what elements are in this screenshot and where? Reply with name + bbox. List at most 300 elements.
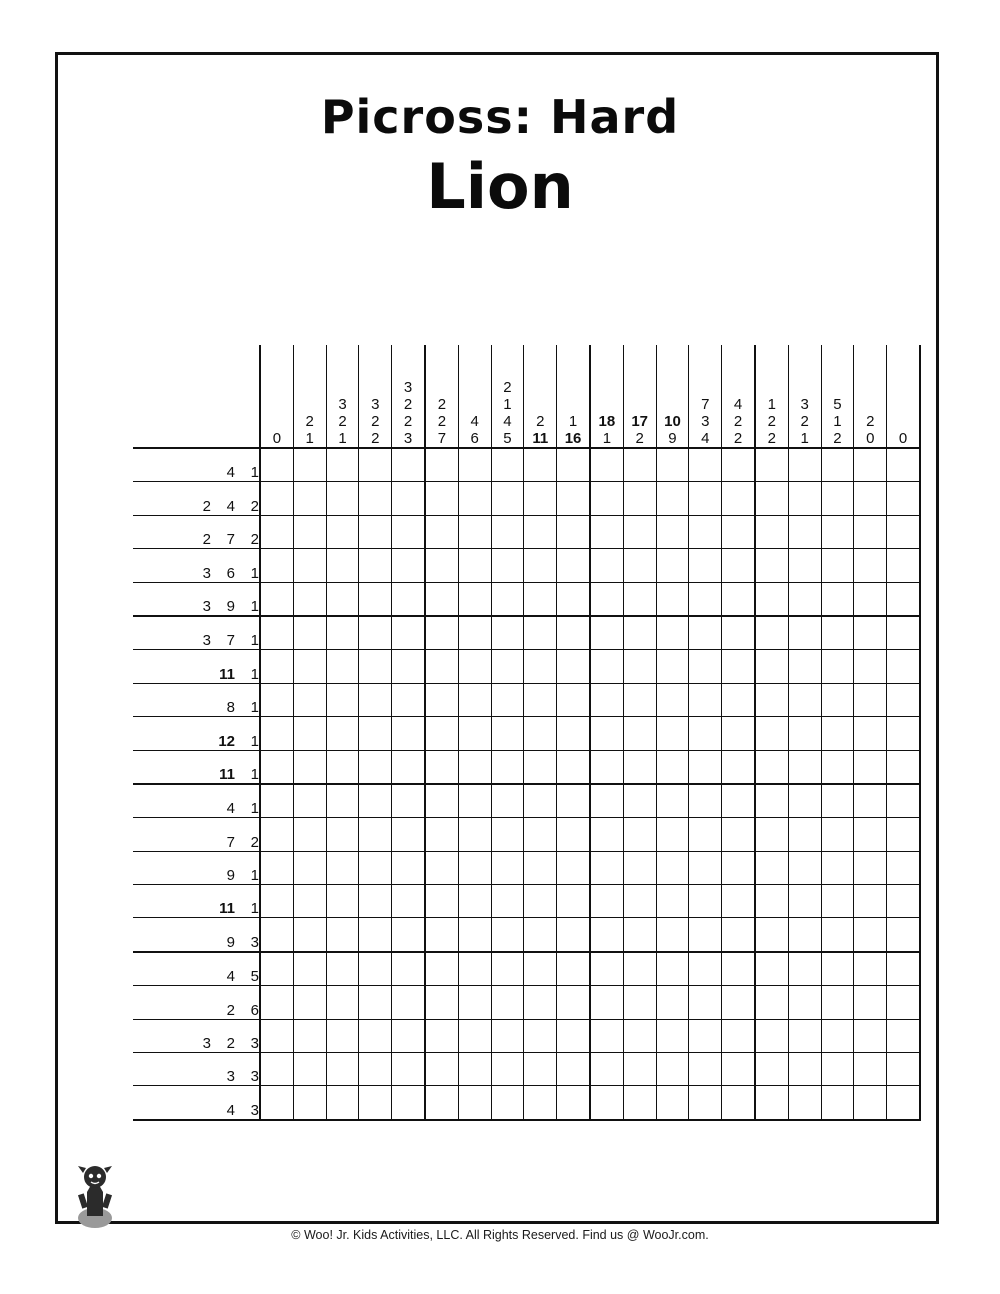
grid-cell[interactable]	[722, 918, 755, 952]
grid-cell[interactable]	[425, 918, 458, 952]
grid-cell[interactable]	[722, 986, 755, 1019]
grid-cell[interactable]	[491, 1019, 524, 1052]
grid-cell[interactable]	[557, 549, 590, 582]
grid-cell[interactable]	[656, 918, 689, 952]
grid-cell[interactable]	[425, 1053, 458, 1086]
grid-cell[interactable]	[887, 1086, 920, 1120]
grid-cell[interactable]	[788, 650, 821, 683]
grid-cell[interactable]	[491, 683, 524, 716]
grid-cell[interactable]	[392, 851, 425, 884]
grid-cell[interactable]	[689, 750, 722, 784]
grid-cell[interactable]	[293, 818, 326, 851]
grid-cell[interactable]	[392, 784, 425, 818]
grid-cell[interactable]	[359, 650, 392, 683]
grid-cell[interactable]	[722, 818, 755, 851]
grid-cell[interactable]	[326, 1053, 359, 1086]
grid-cell[interactable]	[590, 986, 623, 1019]
grid-cell[interactable]	[788, 1053, 821, 1086]
grid-cell[interactable]	[359, 616, 392, 650]
grid-cell[interactable]	[656, 683, 689, 716]
grid-cell[interactable]	[821, 750, 854, 784]
grid-cell[interactable]	[491, 1053, 524, 1086]
grid-cell[interactable]	[425, 986, 458, 1019]
grid-cell[interactable]	[359, 952, 392, 986]
grid-cell[interactable]	[359, 1019, 392, 1052]
grid-cell[interactable]	[755, 885, 788, 918]
grid-cell[interactable]	[689, 717, 722, 750]
grid-cell[interactable]	[491, 818, 524, 851]
grid-cell[interactable]	[524, 717, 557, 750]
grid-cell[interactable]	[689, 986, 722, 1019]
grid-cell[interactable]	[293, 683, 326, 716]
grid-cell[interactable]	[656, 1053, 689, 1086]
grid-cell[interactable]	[524, 750, 557, 784]
grid-cell[interactable]	[788, 851, 821, 884]
grid-cell[interactable]	[689, 650, 722, 683]
grid-cell[interactable]	[854, 683, 887, 716]
grid-cell[interactable]	[887, 549, 920, 582]
grid-cell[interactable]	[623, 784, 656, 818]
grid-cell[interactable]	[491, 549, 524, 582]
grid-cell[interactable]	[623, 1086, 656, 1120]
grid-cell[interactable]	[491, 784, 524, 818]
grid-cell[interactable]	[689, 482, 722, 515]
grid-cell[interactable]	[359, 482, 392, 515]
grid-cell[interactable]	[590, 717, 623, 750]
grid-cell[interactable]	[458, 549, 491, 582]
grid-cell[interactable]	[656, 549, 689, 582]
grid-cell[interactable]	[656, 582, 689, 616]
grid-cell[interactable]	[293, 750, 326, 784]
grid-cell[interactable]	[326, 885, 359, 918]
grid-cell[interactable]	[359, 851, 392, 884]
grid-cell[interactable]	[359, 784, 392, 818]
grid-cell[interactable]	[392, 717, 425, 750]
grid-cell[interactable]	[689, 616, 722, 650]
grid-cell[interactable]	[326, 448, 359, 482]
grid-cell[interactable]	[755, 818, 788, 851]
grid-cell[interactable]	[623, 683, 656, 716]
grid-cell[interactable]	[656, 986, 689, 1019]
grid-cell[interactable]	[557, 683, 590, 716]
grid-cell[interactable]	[392, 750, 425, 784]
grid-cell[interactable]	[491, 616, 524, 650]
grid-cell[interactable]	[458, 750, 491, 784]
grid-cell[interactable]	[755, 650, 788, 683]
grid-cell[interactable]	[557, 582, 590, 616]
grid-cell[interactable]	[260, 784, 293, 818]
grid-cell[interactable]	[788, 549, 821, 582]
grid-cell[interactable]	[722, 885, 755, 918]
grid-cell[interactable]	[326, 515, 359, 548]
grid-cell[interactable]	[656, 750, 689, 784]
grid-cell[interactable]	[425, 717, 458, 750]
grid-cell[interactable]	[557, 482, 590, 515]
grid-cell[interactable]	[755, 582, 788, 616]
grid-cell[interactable]	[458, 717, 491, 750]
grid-cell[interactable]	[260, 582, 293, 616]
grid-cell[interactable]	[689, 683, 722, 716]
grid-cell[interactable]	[260, 750, 293, 784]
grid-cell[interactable]	[623, 650, 656, 683]
grid-cell[interactable]	[425, 750, 458, 784]
grid-cell[interactable]	[755, 515, 788, 548]
grid-cell[interactable]	[392, 616, 425, 650]
grid-cell[interactable]	[425, 482, 458, 515]
grid-cell[interactable]	[854, 1019, 887, 1052]
grid-cell[interactable]	[821, 582, 854, 616]
grid-cell[interactable]	[590, 616, 623, 650]
grid-cell[interactable]	[722, 448, 755, 482]
grid-cell[interactable]	[623, 1019, 656, 1052]
grid-cell[interactable]	[656, 1019, 689, 1052]
grid-cell[interactable]	[590, 885, 623, 918]
grid-cell[interactable]	[392, 448, 425, 482]
grid-cell[interactable]	[854, 1053, 887, 1086]
grid-cell[interactable]	[755, 1019, 788, 1052]
grid-cell[interactable]	[821, 549, 854, 582]
grid-cell[interactable]	[755, 986, 788, 1019]
grid-cell[interactable]	[392, 1086, 425, 1120]
grid-cell[interactable]	[260, 1086, 293, 1120]
grid-cell[interactable]	[524, 818, 557, 851]
grid-cell[interactable]	[623, 582, 656, 616]
grid-cell[interactable]	[755, 683, 788, 716]
grid-cell[interactable]	[524, 515, 557, 548]
grid-cell[interactable]	[689, 582, 722, 616]
grid-cell[interactable]	[326, 683, 359, 716]
grid-cell[interactable]	[557, 784, 590, 818]
grid-cell[interactable]	[722, 717, 755, 750]
grid-cell[interactable]	[788, 1019, 821, 1052]
grid-cell[interactable]	[260, 650, 293, 683]
grid-cell[interactable]	[755, 750, 788, 784]
grid-cell[interactable]	[623, 952, 656, 986]
grid-cell[interactable]	[260, 482, 293, 515]
grid-cell[interactable]	[491, 1086, 524, 1120]
grid-cell[interactable]	[590, 918, 623, 952]
grid-cell[interactable]	[656, 851, 689, 884]
grid-cell[interactable]	[260, 986, 293, 1019]
grid-cell[interactable]	[854, 482, 887, 515]
grid-cell[interactable]	[590, 1019, 623, 1052]
grid-cell[interactable]	[491, 851, 524, 884]
grid-cell[interactable]	[887, 616, 920, 650]
grid-cell[interactable]	[887, 650, 920, 683]
grid-cell[interactable]	[458, 482, 491, 515]
grid-cell[interactable]	[293, 1019, 326, 1052]
grid-cell[interactable]	[425, 952, 458, 986]
grid-cell[interactable]	[458, 683, 491, 716]
grid-cell[interactable]	[887, 818, 920, 851]
grid-cell[interactable]	[326, 851, 359, 884]
grid-cell[interactable]	[689, 1019, 722, 1052]
grid-cell[interactable]	[293, 549, 326, 582]
grid-cell[interactable]	[821, 1019, 854, 1052]
grid-cell[interactable]	[359, 582, 392, 616]
grid-cell[interactable]	[689, 549, 722, 582]
grid-cell[interactable]	[821, 784, 854, 818]
grid-cell[interactable]	[689, 851, 722, 884]
grid-cell[interactable]	[293, 515, 326, 548]
grid-cell[interactable]	[524, 650, 557, 683]
grid-cell[interactable]	[524, 448, 557, 482]
grid-cell[interactable]	[656, 482, 689, 515]
grid-cell[interactable]	[557, 818, 590, 851]
grid-cell[interactable]	[623, 448, 656, 482]
grid-cell[interactable]	[557, 717, 590, 750]
grid-cell[interactable]	[590, 448, 623, 482]
grid-cell[interactable]	[689, 784, 722, 818]
grid-cell[interactable]	[392, 549, 425, 582]
grid-cell[interactable]	[392, 515, 425, 548]
grid-cell[interactable]	[458, 1019, 491, 1052]
grid-cell[interactable]	[260, 885, 293, 918]
grid-cell[interactable]	[260, 683, 293, 716]
grid-cell[interactable]	[425, 818, 458, 851]
grid-cell[interactable]	[854, 851, 887, 884]
grid-cell[interactable]	[788, 986, 821, 1019]
grid-cell[interactable]	[821, 683, 854, 716]
grid-cell[interactable]	[524, 683, 557, 716]
grid-cell[interactable]	[392, 986, 425, 1019]
grid-cell[interactable]	[524, 1053, 557, 1086]
grid-cell[interactable]	[359, 986, 392, 1019]
grid-cell[interactable]	[854, 616, 887, 650]
grid-cell[interactable]	[821, 952, 854, 986]
grid-cell[interactable]	[854, 952, 887, 986]
grid-cell[interactable]	[260, 448, 293, 482]
grid-cell[interactable]	[755, 717, 788, 750]
grid-cell[interactable]	[656, 650, 689, 683]
grid-cell[interactable]	[425, 582, 458, 616]
grid-cell[interactable]	[557, 885, 590, 918]
grid-cell[interactable]	[788, 616, 821, 650]
grid-cell[interactable]	[854, 549, 887, 582]
grid-cell[interactable]	[491, 986, 524, 1019]
grid-cell[interactable]	[458, 582, 491, 616]
grid-cell[interactable]	[854, 986, 887, 1019]
grid-cell[interactable]	[821, 818, 854, 851]
grid-cell[interactable]	[755, 448, 788, 482]
grid-cell[interactable]	[326, 986, 359, 1019]
grid-cell[interactable]	[293, 1086, 326, 1120]
grid-cell[interactable]	[590, 683, 623, 716]
grid-cell[interactable]	[326, 650, 359, 683]
grid-cell[interactable]	[821, 1086, 854, 1120]
grid-cell[interactable]	[293, 616, 326, 650]
grid-cell[interactable]	[821, 885, 854, 918]
grid-cell[interactable]	[656, 515, 689, 548]
grid-cell[interactable]	[557, 515, 590, 548]
grid-cell[interactable]	[623, 717, 656, 750]
grid-cell[interactable]	[293, 986, 326, 1019]
grid-cell[interactable]	[788, 885, 821, 918]
grid-cell[interactable]	[788, 918, 821, 952]
grid-cell[interactable]	[887, 784, 920, 818]
grid-cell[interactable]	[491, 448, 524, 482]
grid-cell[interactable]	[326, 1086, 359, 1120]
grid-cell[interactable]	[524, 616, 557, 650]
grid-cell[interactable]	[821, 448, 854, 482]
grid-cell[interactable]	[788, 683, 821, 716]
grid-cell[interactable]	[524, 918, 557, 952]
grid-cell[interactable]	[359, 549, 392, 582]
grid-cell[interactable]	[293, 851, 326, 884]
grid-cell[interactable]	[854, 885, 887, 918]
grid-cell[interactable]	[722, 952, 755, 986]
grid-cell[interactable]	[392, 952, 425, 986]
grid-cell[interactable]	[722, 616, 755, 650]
grid-cell[interactable]	[689, 818, 722, 851]
grid-cell[interactable]	[425, 616, 458, 650]
grid-cell[interactable]	[260, 549, 293, 582]
grid-cell[interactable]	[623, 515, 656, 548]
grid-cell[interactable]	[854, 515, 887, 548]
grid-cell[interactable]	[590, 1053, 623, 1086]
grid-cell[interactable]	[359, 918, 392, 952]
grid-cell[interactable]	[854, 717, 887, 750]
grid-cell[interactable]	[260, 1019, 293, 1052]
grid-cell[interactable]	[293, 918, 326, 952]
grid-cell[interactable]	[425, 448, 458, 482]
grid-cell[interactable]	[656, 818, 689, 851]
grid-cell[interactable]	[689, 918, 722, 952]
grid-cell[interactable]	[557, 448, 590, 482]
grid-cell[interactable]	[623, 482, 656, 515]
grid-cell[interactable]	[656, 1086, 689, 1120]
grid-cell[interactable]	[623, 986, 656, 1019]
grid-cell[interactable]	[458, 616, 491, 650]
grid-cell[interactable]	[623, 851, 656, 884]
grid-cell[interactable]	[788, 515, 821, 548]
grid-cell[interactable]	[326, 784, 359, 818]
grid-cell[interactable]	[392, 885, 425, 918]
grid-cell[interactable]	[689, 952, 722, 986]
grid-cell[interactable]	[590, 818, 623, 851]
grid-cell[interactable]	[722, 549, 755, 582]
grid-cell[interactable]	[524, 851, 557, 884]
grid-cell[interactable]	[524, 952, 557, 986]
grid-cell[interactable]	[392, 1053, 425, 1086]
grid-cell[interactable]	[557, 1086, 590, 1120]
grid-cell[interactable]	[260, 918, 293, 952]
grid-cell[interactable]	[326, 582, 359, 616]
grid-cell[interactable]	[722, 515, 755, 548]
grid-cell[interactable]	[425, 650, 458, 683]
grid-cell[interactable]	[524, 784, 557, 818]
grid-cell[interactable]	[293, 448, 326, 482]
grid-cell[interactable]	[854, 650, 887, 683]
grid-cell[interactable]	[821, 482, 854, 515]
grid-cell[interactable]	[788, 750, 821, 784]
grid-cell[interactable]	[656, 952, 689, 986]
grid-cell[interactable]	[755, 851, 788, 884]
grid-cell[interactable]	[392, 482, 425, 515]
grid-cell[interactable]	[326, 1019, 359, 1052]
grid-cell[interactable]	[590, 851, 623, 884]
grid-cell[interactable]	[854, 750, 887, 784]
grid-cell[interactable]	[821, 986, 854, 1019]
grid-cell[interactable]	[524, 549, 557, 582]
grid-cell[interactable]	[260, 851, 293, 884]
grid-cell[interactable]	[590, 482, 623, 515]
grid-cell[interactable]	[557, 1019, 590, 1052]
grid-cell[interactable]	[887, 582, 920, 616]
grid-cell[interactable]	[392, 650, 425, 683]
grid-cell[interactable]	[425, 549, 458, 582]
grid-cell[interactable]	[359, 818, 392, 851]
grid-cell[interactable]	[326, 918, 359, 952]
grid-cell[interactable]	[491, 918, 524, 952]
grid-cell[interactable]	[524, 885, 557, 918]
grid-cell[interactable]	[755, 549, 788, 582]
grid-cell[interactable]	[458, 818, 491, 851]
grid-cell[interactable]	[722, 851, 755, 884]
grid-cell[interactable]	[458, 952, 491, 986]
grid-cell[interactable]	[887, 482, 920, 515]
grid-cell[interactable]	[557, 952, 590, 986]
grid-cell[interactable]	[260, 1053, 293, 1086]
grid-cell[interactable]	[524, 986, 557, 1019]
grid-cell[interactable]	[359, 683, 392, 716]
grid-cell[interactable]	[293, 784, 326, 818]
grid-cell[interactable]	[722, 582, 755, 616]
grid-cell[interactable]	[293, 650, 326, 683]
grid-cell[interactable]	[326, 717, 359, 750]
grid-cell[interactable]	[623, 616, 656, 650]
grid-cell[interactable]	[458, 650, 491, 683]
grid-cell[interactable]	[557, 851, 590, 884]
grid-cell[interactable]	[326, 750, 359, 784]
grid-cell[interactable]	[458, 885, 491, 918]
grid-cell[interactable]	[326, 952, 359, 986]
grid-cell[interactable]	[557, 650, 590, 683]
grid-cell[interactable]	[722, 1019, 755, 1052]
grid-cell[interactable]	[359, 717, 392, 750]
grid-cell[interactable]	[359, 885, 392, 918]
grid-cell[interactable]	[722, 1086, 755, 1120]
grid-cell[interactable]	[722, 683, 755, 716]
grid-cell[interactable]	[491, 482, 524, 515]
grid-cell[interactable]	[359, 448, 392, 482]
grid-cell[interactable]	[821, 717, 854, 750]
grid-cell[interactable]	[788, 582, 821, 616]
grid-cell[interactable]	[326, 482, 359, 515]
grid-cell[interactable]	[458, 986, 491, 1019]
grid-cell[interactable]	[854, 448, 887, 482]
grid-cell[interactable]	[788, 482, 821, 515]
grid-cell[interactable]	[557, 1053, 590, 1086]
grid-cell[interactable]	[557, 986, 590, 1019]
grid-cell[interactable]	[656, 717, 689, 750]
grid-cell[interactable]	[887, 750, 920, 784]
grid-cell[interactable]	[887, 683, 920, 716]
grid-cell[interactable]	[887, 717, 920, 750]
grid-cell[interactable]	[293, 885, 326, 918]
grid-cell[interactable]	[590, 750, 623, 784]
grid-cell[interactable]	[458, 784, 491, 818]
grid-cell[interactable]	[821, 515, 854, 548]
grid-cell[interactable]	[755, 616, 788, 650]
grid-cell[interactable]	[788, 1086, 821, 1120]
grid-cell[interactable]	[656, 784, 689, 818]
grid-cell[interactable]	[524, 1019, 557, 1052]
grid-cell[interactable]	[656, 885, 689, 918]
grid-cell[interactable]	[458, 448, 491, 482]
grid-cell[interactable]	[623, 549, 656, 582]
grid-cell[interactable]	[854, 1086, 887, 1120]
